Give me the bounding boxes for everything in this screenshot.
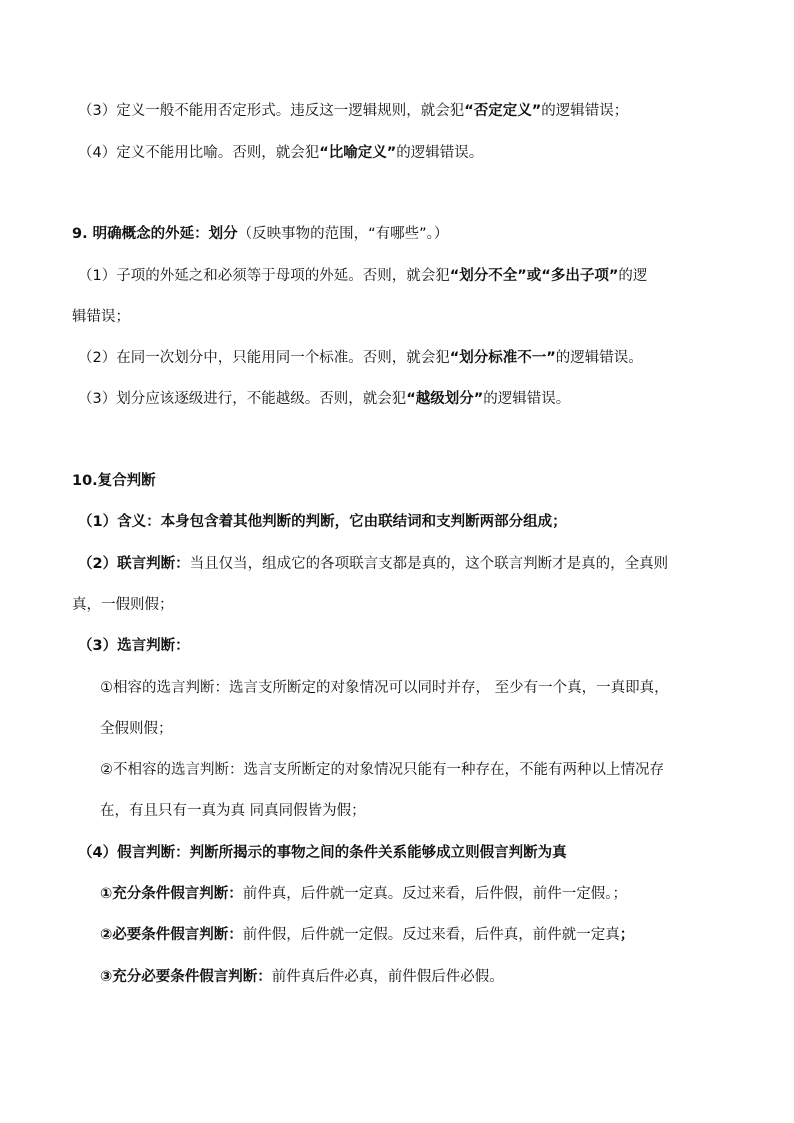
sufficient-condition: ①充分条件假言判断：前件真，后件就一定真。反过来看，后件假，前件一定假。； [100, 886, 628, 902]
term-highlight: “否定定义” [464, 103, 542, 119]
division-rule-3: （3）划分应该逐级进行，不能越级。否则，就会犯“越级划分”的逻辑错误。 [78, 391, 571, 407]
division-rule-2: （2）在同一次划分中，只能用同一个标准。否则，就会犯“划分标准不一”的逻辑错误。 [78, 350, 643, 366]
item-number: （4） [78, 145, 117, 161]
conjunctive-judgment: （2）联言判断：当且仅当，组成它的各项联言支都是真的，这个联言判断才是真的，全真则 [78, 556, 669, 572]
item-number: （3） [78, 103, 117, 119]
term-highlight: “越级划分” [406, 391, 484, 407]
term-highlight: “比喻定义” [319, 145, 397, 161]
term-highlight: “划分标准不一” [449, 350, 556, 366]
conjunctive-judgment-cont: 真，一假则假； [72, 597, 174, 613]
section-9-heading: 9. 明确概念的外延：划分（反映事物的范围，“有哪些”。） [72, 226, 449, 242]
necessary-condition: ②必要条件假言判断：前件假，后件就一定假。反过来看，后件真，前件就一定真； [100, 927, 635, 943]
compatible-disjunctive-cont: 全假则假； [100, 721, 173, 737]
term-highlight: “划分不全”或“多出子项” [449, 268, 619, 284]
compound-meaning: （1）含义：本身包含着其他判断的判断，它由联结词和支判断两部分组成； [78, 514, 567, 530]
def-rule-3: （3）定义一般不能用否定形式。违反这一逻辑规则，就会犯“否定定义”的逻辑错误； [78, 103, 629, 119]
incompatible-disjunctive-cont: 在，有且只有一真为真 同真同假皆为假； [100, 803, 366, 819]
incompatible-disjunctive: ②不相容的选言判断：选言支所断定的对象情况只能有一种存在，不能有两种以上情况存 [100, 762, 664, 778]
sufficient-necessary-condition: ③充分必要条件假言判断：前件真后件必真，前件假后件必假。 [100, 969, 504, 985]
section-10-heading: 10.复合判断 [72, 473, 156, 489]
division-rule-1-cont: 辑错误； [72, 309, 130, 325]
def-rule-4: （4）定义不能用比喻。否则，就会犯“比喻定义”的逻辑错误。 [78, 145, 484, 161]
division-rule-1: （1）子项的外延之和必须等于母项的外延。否则，就会犯“划分不全”或“多出子项”的逻 [78, 268, 648, 284]
disjunctive-judgment-heading: （3）选言判断： [78, 638, 190, 654]
compatible-disjunctive: ①相容的选言判断：选言支所断定的对象情况可以同时并存， 至少有一个真，一真即真， [100, 680, 669, 696]
hypothetical-judgment-heading: （4）假言判断：判断所揭示的事物之间的条件关系能够成立则假言判断为真 [78, 845, 567, 861]
